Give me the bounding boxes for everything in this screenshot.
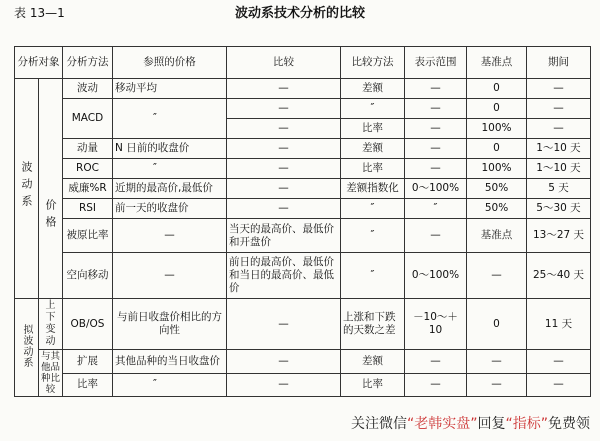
method-cell: 空向移动 (63, 253, 113, 299)
method-cell: RSI (63, 199, 113, 219)
table-number: 表 13—1 (14, 6, 65, 20)
sub-label: 上下变动 (39, 299, 63, 350)
method-cell: 威廉%R (63, 179, 113, 199)
table-row: RSI 前一天的收盘价 — ″ ″ 50% 5～30 天 (15, 199, 591, 219)
header-cell: 参照的价格 (113, 47, 227, 79)
method-cell: 比率 (63, 373, 113, 397)
method-cell: 波动 (63, 79, 113, 99)
header-cell: 分析对象 (15, 47, 63, 79)
header-cell: 基准点 (467, 47, 527, 79)
group-label: 价格 (39, 139, 63, 299)
method-cell: 扩展 (63, 350, 113, 374)
table-row: 波动系 波动 移动平均 — 差额 — 0 — (15, 79, 591, 99)
table-row: MACD ″ — ″ — 0 — (15, 99, 591, 119)
header-cell: 比较 (227, 47, 341, 79)
table-row: 威廉%R 近期的最高价,最低价 — 差额指数化 0～100% 50% 5 天 (15, 179, 591, 199)
method-cell: ROC (63, 159, 113, 179)
table-row: 价格 动量 N 日前的收盘价 — 差额 — 0 1～10 天 (15, 139, 591, 159)
table-row: 拟波动系 上下变动 OB/OS 与前日收盘价相比的方向性 — 上涨和下跌的天数之差 －10～＋10 0 11 天 (15, 299, 591, 350)
watermark-footer: 关注微信“老韩实盘”回复“指标”免费领 (350, 416, 590, 432)
table-title: 波动系技术分析的比较 (234, 6, 365, 21)
header-cell: 分析方法 (63, 47, 113, 79)
sub-label: 与其他品种比较 (39, 350, 63, 397)
method-cell: MACD (63, 99, 113, 139)
header-cell: 表示范围 (405, 47, 467, 79)
group-label: 拟波动系 (15, 299, 39, 397)
table-row: 空向移动 — 前日的最高价、最低价和当日的最高价、最低价 ″ 0～100% — 25～40 天 (15, 253, 591, 299)
table-row: ROC ″ — 比率 — 100% 1～10 天 (15, 159, 591, 179)
group-label: 波动系 (15, 79, 39, 299)
method-cell: OB/OS (63, 299, 113, 350)
table-row: 比率 ″ — 比率 — — — (15, 373, 591, 397)
comparison-table (14, 46, 591, 397)
method-cell: 动量 (63, 139, 113, 159)
header-row (15, 47, 591, 79)
table-row: 与其他品种比较 扩展 其他品种的当日收盘价 — 差额 — — — (15, 350, 591, 374)
header-cell: 比较方法 (341, 47, 405, 79)
method-cell: 被原比率 (63, 219, 113, 253)
header-cell: 期间 (527, 47, 591, 79)
table-row: — 比率 — 100% — (15, 119, 591, 139)
table-row: 被原比率 — 当天的最高价、最低价和开盘价 ″ — 基准点 13～27 天 (15, 219, 591, 253)
